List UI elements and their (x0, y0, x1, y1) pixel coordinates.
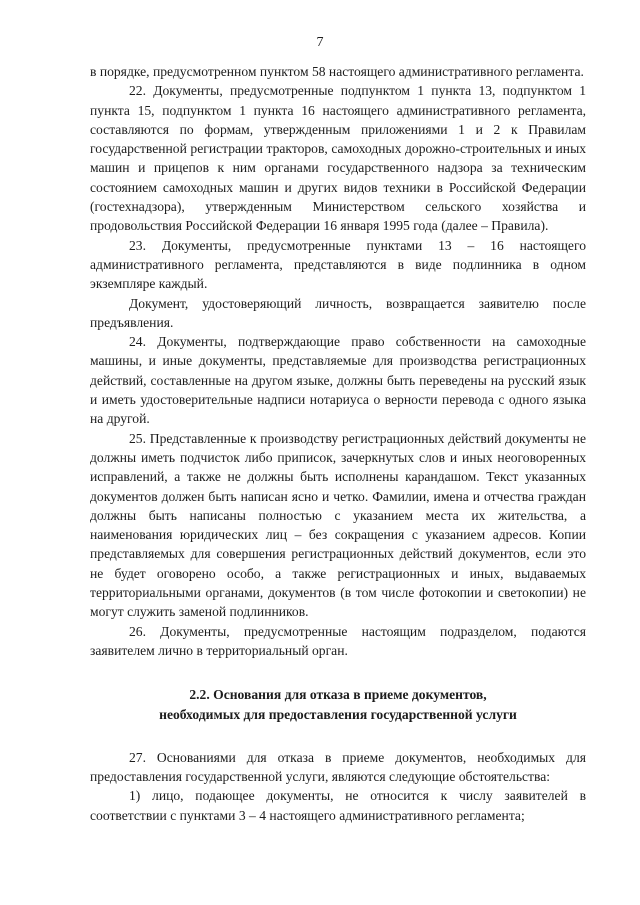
section-heading (90, 685, 586, 724)
paragraph-23: 23. Документы, предусмотренные пунктами 13 – 16 настоящего административного регламента, представляются в виде подлинника в одном экземпляре каждый. (90, 237, 586, 292)
paragraph-24: 24. Документы, подтверждающие право собственности на самоходные машины, и иные документы, представляемые для производства регистрационных действий, составленные на другом языке, должны быть переведены на русский язык и иметь удостоверительные надписи нотариуса о верности перевода с одного языка на другой. (90, 334, 586, 427)
paragraph-26: 26. Документы, предусмотренные настоящим подразделом, подаются заявителем лично в территориальный орган. (90, 623, 586, 658)
section-heading-line-1: 2.2. Основания для отказа в приеме документов, (189, 687, 487, 703)
paragraph-22: 22. Документы, предусмотренные подпунктом 1 пункта 13, подпунктом 1 пункта 15, подпунктом 1 пункта 16 настоящего административного регламента, составляются по формам, утвержденным приложениями 1 и 2 к Правилам государственной регистрации тракторов, самоходных дорожно-строительных и иных машин и прицепов к ним органами государственного надзора за техническим состоянием самоходных машин и других видов техники в Российской Федерации (гостехнадзора), утвержденным Министерством сельского хозяйства и продовольствия Российской Федерации 16 января 1995 года (далее – Правила). (90, 83, 586, 234)
paragraph-27-item-1: 1) лицо, подающее документы, не относится к числу заявителей в соответствии с пунктами 3 – 4 настоящего административного регламента; (90, 788, 586, 823)
paragraph-27: 27. Основаниями для отказа в приеме документов, необходимых для предоставления государственной услуги, являются следующие обстоятельства: (90, 749, 586, 785)
page-number: 7 (316, 35, 324, 50)
section-heading-line-2: необходимых для предоставления государственной услуги (159, 706, 517, 722)
paragraph-25: 25. Представленные к производству регистрационных действий документы не должны иметь подчисток либо приписок, зачеркнутых слов и иных неоговоренных исправлений, а также не должны быть исполнены карандашом. Текст указанных документов должен быть написан ясно и четко. Фамилии, имена и отчества граждан должны быть написаны полностью с указанием места их жительства, а наименования юридических лиц – без сокращения с указанием адресов. Копии представляемых для совершения регистрационных действий документов, если это не будет оговорено особо, а также регистрационных и иных, выдаваемых территориальными органами, документов (в том числе фотокопии и светокопии) не могут служить заменой подлинников. (90, 430, 586, 620)
document-body (90, 62, 586, 825)
paragraph-continuation: в порядке, предусмотренном пунктом 58 настоящего административного регламента. (90, 64, 584, 79)
paragraph-identity-document: Документ, удостоверяющий личность, возвращается заявителю после предъявления. (90, 295, 586, 330)
